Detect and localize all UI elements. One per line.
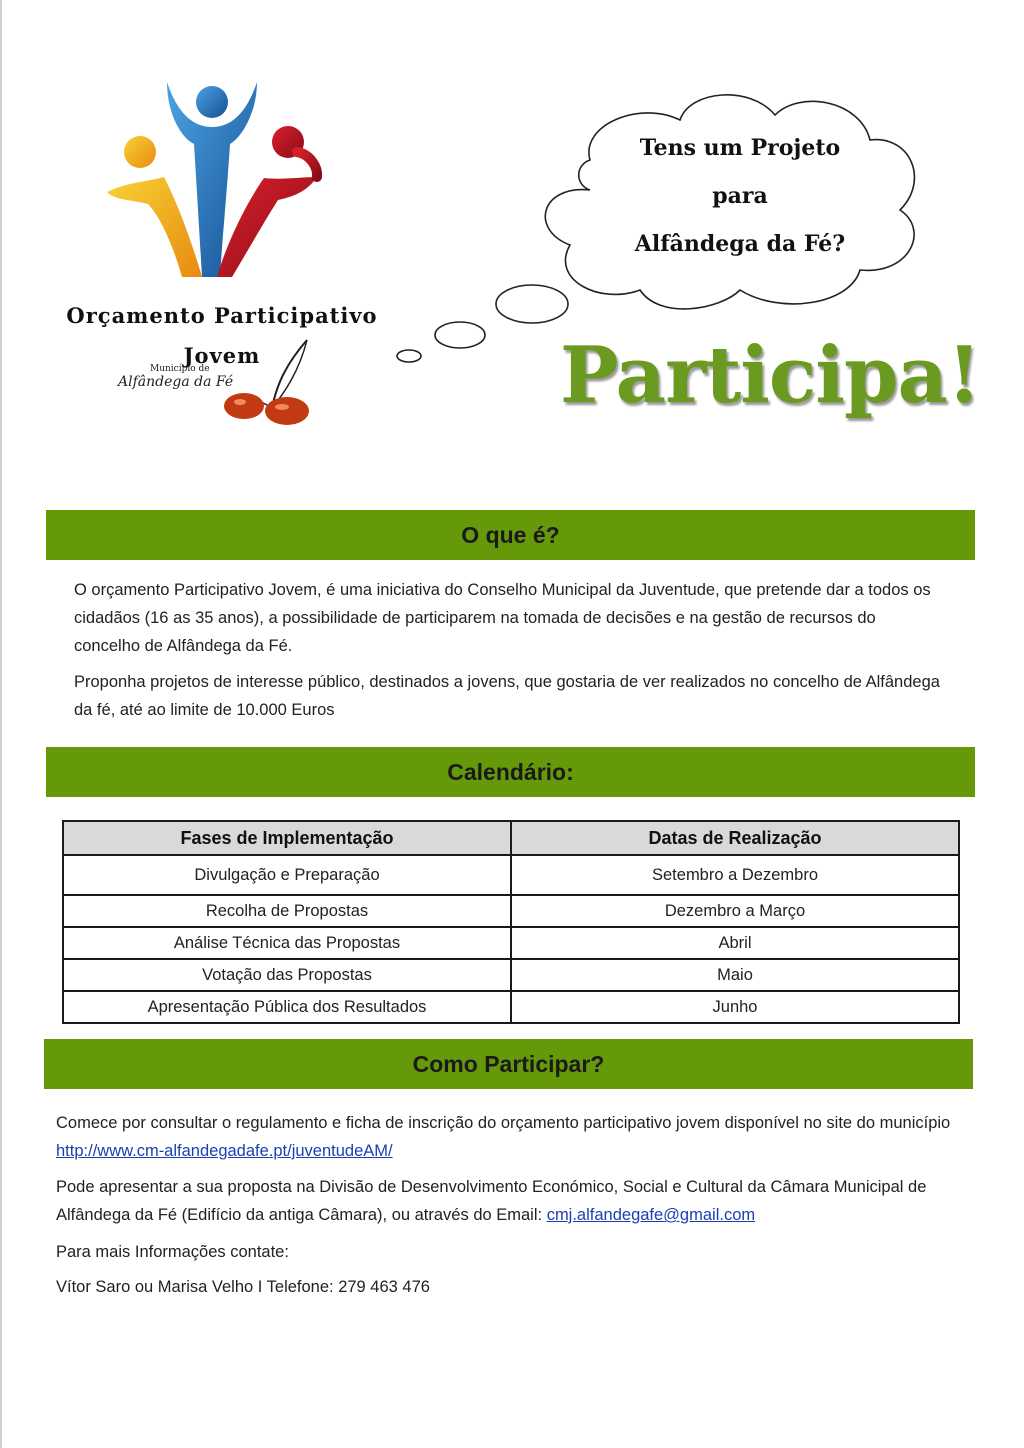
calendar-table <box>62 820 960 1024</box>
municipality-name: Alfândega da Fé <box>118 374 234 390</box>
phase-cell: Apresentação Pública dos Resultados <box>63 991 511 1023</box>
date-cell: Abril <box>511 927 959 959</box>
page-edge <box>0 0 2 1448</box>
phase-cell: Recolha de Propostas <box>63 895 511 927</box>
website-link[interactable]: http://www.cm-alfandegadafe.pt/juventudeAM/ <box>56 1142 393 1160</box>
cloud-line2: para <box>712 183 768 209</box>
cloud-line1: Tens um Projeto <box>639 135 841 161</box>
municipality-small-label: Município de <box>150 364 210 374</box>
phase-cell: Divulgação e Preparação <box>63 855 511 895</box>
date-cell: Maio <box>511 959 959 991</box>
table-header-row <box>63 821 959 855</box>
table-row <box>63 855 959 895</box>
what-paragraph-2: Proponha projetos de interesse público, destinados a jovens, que gostaria de ver realizados no concelho de Alfândega da fé, até ao limite de 10.000 Euros <box>74 673 940 719</box>
cloud-line3: Alfândega da Fé? <box>634 231 846 257</box>
column-header-dates: Datas de Realização <box>511 821 959 855</box>
contact-line: Vítor Saro ou Marisa Velho I Telefone: 279 463 476 <box>56 1278 430 1296</box>
date-cell: Dezembro a Março <box>511 895 959 927</box>
section-heading-what: O que é? <box>46 510 975 560</box>
table-row <box>63 991 959 1023</box>
column-header-phases: Fases de Implementação <box>63 821 511 855</box>
logo-title-line1: Orçamento Participativo <box>66 303 378 328</box>
headline: Participa! <box>560 330 981 421</box>
participatory-budget-logo <box>52 82 382 282</box>
section-heading-how: Como Participar? <box>44 1039 973 1089</box>
what-paragraph-1: O orçamento Participativo Jovem, é uma iniciativa do Conselho Municipal da Juventude, que pretende dar a todos os cidadãos (16 as 35 anos), a possibilidade de participarem na tomada de decisões e na gestão de recursos do concelho de Alfândega da Fé. <box>74 581 931 655</box>
table-row <box>63 895 959 927</box>
how-paragraph-2 <box>56 1173 976 1229</box>
how-paragraph-1 <box>56 1109 976 1165</box>
email-link[interactable]: cmj.alfandegafe@gmail.com <box>546 1206 756 1224</box>
date-cell: Setembro a Dezembro <box>511 855 959 895</box>
how-paragraph-2-text: Pode apresentar a sua proposta na Divisão de Desenvolvimento Económico, Social e Cultural da Câmara Municipal de Alfândega da Fé (Edifício da antiga Câmara), ou através do Email: <box>56 1178 927 1224</box>
section-heading-calendar: Calendário: <box>46 747 975 797</box>
phase-cell: Análise Técnica das Propostas <box>63 927 511 959</box>
table-row <box>63 927 959 959</box>
table-row <box>63 959 959 991</box>
info-label: Para mais Informações contate: <box>56 1243 289 1261</box>
logo-title-line2: Jovem <box>183 343 261 368</box>
cloud-text <box>620 124 860 268</box>
how-paragraph-1-text: Comece por consultar o regulamento e ficha de inscrição do orçamento participativo jovem disponível no site do município <box>56 1114 951 1132</box>
date-cell: Junho <box>511 991 959 1023</box>
phase-cell: Votação das Propostas <box>63 959 511 991</box>
